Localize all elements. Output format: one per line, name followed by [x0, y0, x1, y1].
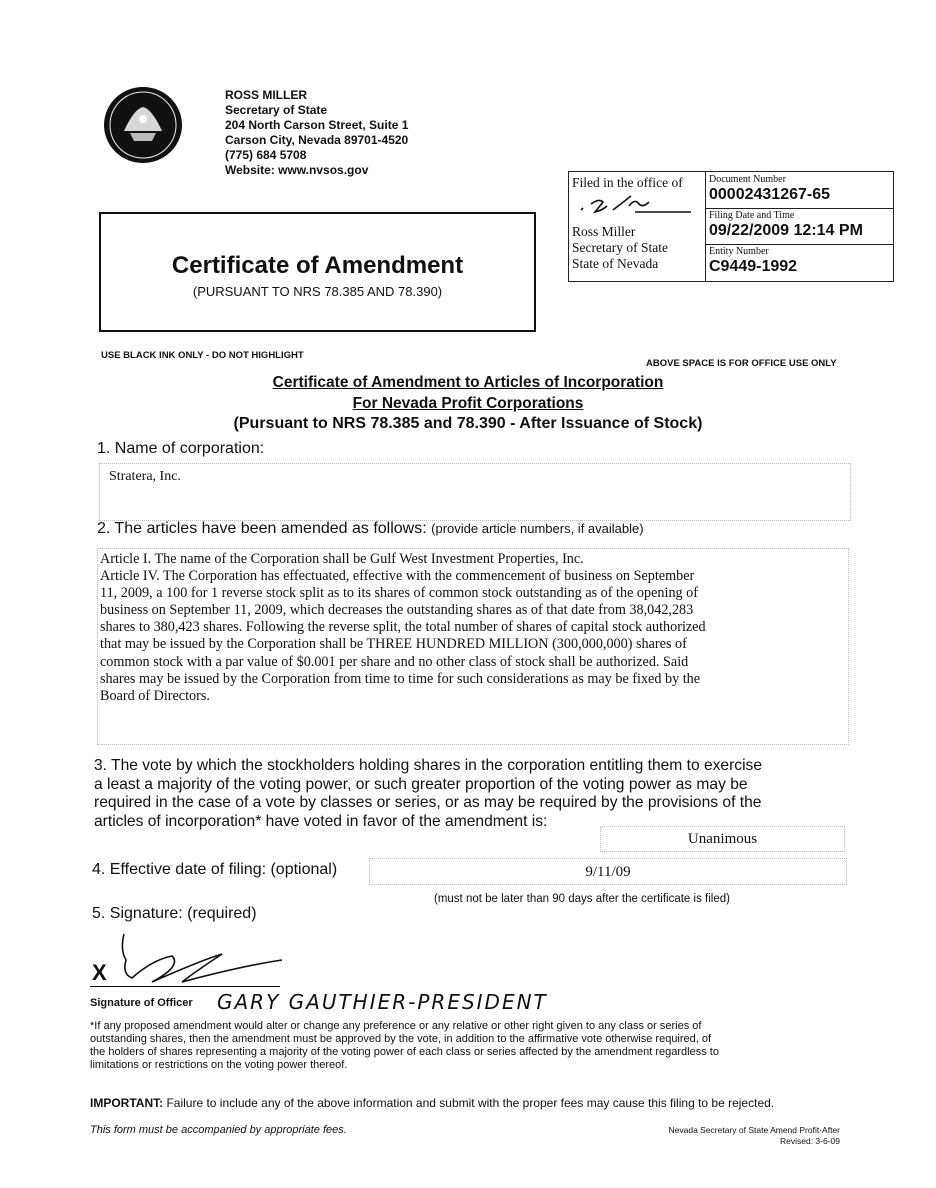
official-title: Secretary of State — [572, 240, 668, 255]
officer-printed-name: GARY GAUTHIER-PRESIDENT — [217, 990, 548, 1014]
effective-date-value: 9/11/09 — [585, 864, 631, 880]
corporation-name-field[interactable] — [99, 463, 851, 521]
q3-question-line: articles of incorporation* have voted in favor of the amendment is: — [94, 812, 548, 830]
footnote — [90, 1020, 719, 1072]
official-name: Ross Miller — [572, 224, 636, 239]
q2-label — [97, 520, 644, 538]
q2-label-text: 2. The articles have been amended as follows: — [97, 520, 427, 537]
filing-date-label: Filing Date and Time — [709, 210, 795, 221]
amendment-text-line: shares to 380,423 shares. Following the reverse split, the total number of shares of capital stock authorized — [100, 619, 706, 636]
q3-question — [94, 757, 762, 831]
amendment-text-line: Board of Directors. — [100, 687, 210, 704]
document-number-cell — [706, 172, 893, 209]
important-notice — [90, 1096, 774, 1110]
amendment-text-field[interactable] — [97, 548, 849, 745]
officer-signature-icon — [112, 930, 312, 990]
form-heading-line-2: For Nevada Profit Corporations — [352, 395, 584, 412]
signature-of-officer-label: Signature of Officer — [90, 997, 193, 1009]
nevada-state-seal-icon — [104, 87, 182, 163]
q4-label: 4. Effective date of filing: (optional) — [92, 861, 338, 878]
filed-label: Filed in the office of — [572, 175, 683, 190]
official-state: State of Nevada — [572, 256, 659, 271]
form-revised: Revised: 3-6-09 — [779, 1136, 840, 1146]
signature-line — [90, 986, 280, 987]
q5-label: 5. Signature: (required) — [92, 905, 257, 922]
document-number-label: Document Number — [709, 174, 786, 185]
amendment-text-line: Article IV. The Corporation has effectuated, effective with the commencement of business on September — [100, 568, 695, 585]
fees-notice: This form must be accompanied by appropriate fees. — [90, 1124, 347, 1136]
q2-hint: (provide article numbers, if available) — [431, 521, 644, 536]
amendment-text — [100, 551, 706, 705]
form-heading-line-3: (Pursuant to NRS 78.385 and 78.390 - After Issuance of Stock) — [233, 415, 703, 432]
filing-date-cell — [706, 208, 893, 245]
important-label: IMPORTANT: — [90, 1096, 164, 1110]
entity-number-label: Entity Number — [709, 246, 769, 257]
entity-number: C9449-1992 — [709, 258, 798, 275]
office-use-notice: ABOVE SPACE IS FOR OFFICE USE ONLY — [646, 358, 837, 369]
certificate-title: Certificate of Amendment — [171, 252, 464, 279]
issuer-address-line-2: Carson City, Nevada 89701-4520 — [225, 133, 409, 147]
corporation-name-value: Stratera, Inc. — [109, 469, 181, 484]
q3-question-line: 3. The vote by which the stockholders holding shares in the corporation entitling them to exercise — [94, 757, 763, 774]
q3-question-line: required in the case of a vote by classes or series, or as may be required by the provisions of the — [94, 794, 762, 811]
signature-x-mark: X — [92, 960, 107, 985]
footnote-line: the holders of shares representing a majority of the voting power of each class or series affected by the amendment regardless to — [90, 1046, 719, 1058]
vote-result-field[interactable] — [600, 826, 845, 852]
form-revision-block — [669, 1125, 841, 1147]
footnote-line: outstanding shares, then the amendment must be approved by the vote, in addition to the affirmative vote otherwise required, of — [90, 1033, 712, 1045]
amendment-text-line: that may be issued by the Corporation shall be THREE HUNDRED MILLION (300,000,000) shares of — [100, 636, 687, 653]
effective-date-note: (must not be later than 90 days after the certificate is filed) — [434, 893, 730, 905]
q3-question-line: a least a majority of the voting power, or such greater proportion of the voting power as may be — [94, 775, 748, 793]
office-filing-box — [568, 171, 894, 282]
amendment-text-line: 11, 2009, a 100 for 1 reverse stock split as to its shares of common stock outstanding as of the opening of — [100, 585, 699, 602]
footnote-line: *If any proposed amendment would alter or change any preference or any relative or other right given to any class or series of — [90, 1020, 702, 1032]
vote-result-value: Unanimous — [687, 831, 758, 847]
effective-date-field[interactable] — [369, 858, 847, 885]
q1-label: 1. Name of corporation: — [97, 440, 265, 457]
form-heading-line-1: Certificate of Amendment to Articles of Incorporation — [272, 374, 664, 391]
certificate-subtitle: (PURSUANT TO NRS 78.385 AND 78.390) — [192, 284, 443, 299]
black-ink-notice: USE BLACK INK ONLY - DO NOT HIGHLIGHT — [101, 350, 304, 361]
amendment-text-line: shares may be issued by the Corporation from time to time for such considerations as may be fixed by the — [100, 670, 701, 687]
filing-date-time: 09/22/2009 12:14 PM — [709, 222, 863, 239]
secretary-signature-icon — [573, 190, 697, 218]
amendment-text-line: common stock with a par value of $0.001 per share and no other class of stock shall be authorized. Said — [100, 653, 689, 670]
official-block — [572, 224, 668, 272]
filing-details — [706, 172, 893, 281]
issuer-title: Secretary of State — [225, 103, 328, 117]
issuer-address-line-1: 204 North Carson Street, Suite 1 — [225, 118, 409, 132]
document-number: 00002431267-65 — [709, 186, 831, 203]
entity-number-cell — [706, 244, 893, 280]
certificate-title-box — [99, 212, 536, 332]
issuer-name: ROSS MILLER — [225, 88, 308, 102]
important-text: Failure to include any of the above information and submit with the proper fees may cause this filing to be rejected. — [166, 1096, 775, 1110]
filed-in-office-cell — [569, 172, 706, 281]
issuer-block — [225, 88, 408, 178]
form-name: Nevada Secretary of State Amend Profit-After — [668, 1125, 840, 1135]
amendment-text-line: Article I. The name of the Corporation shall be Gulf West Investment Properties, Inc. — [100, 551, 584, 567]
issuer-website: Website: www.nvsos.gov — [225, 163, 369, 177]
issuer-phone: (775) 684 5708 — [225, 148, 307, 162]
amendment-text-line: business on September 11, 2009, which decreases the outstanding shares as of that date from 38,042,283 — [100, 602, 694, 619]
footnote-line: limitations or restrictions on the voting power thereof. — [90, 1059, 348, 1071]
